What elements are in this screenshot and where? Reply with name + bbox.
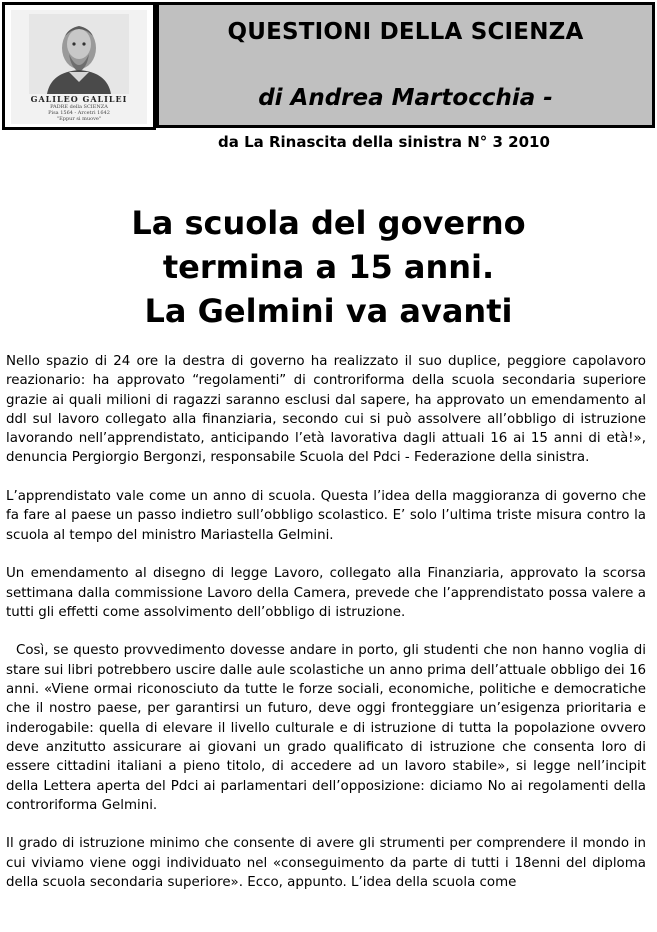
article-body: [6, 352, 646, 912]
galileo-portrait: [11, 10, 147, 124]
portrait-caption: [11, 94, 147, 122]
headline-line: La scuola del governo: [131, 204, 526, 242]
column-author: di Andrea Martocchia -: [258, 85, 553, 111]
article-paragraph: Il grado di istruzione minimo che consente di avere gli strumenti per comprendere il mondo in cui viviamo viene oggi individuato nel «conseguimento da parte di tutti i 18enni del diploma della scuola secondaria superiore». Ecco, appunto. L’idea della scuola come: [6, 836, 646, 891]
article-paragraph: L’apprendistato vale come un anno di scuola. Questa l’idea della maggioranza di governo che fa fare al paese un passo indietro sull’obbligo scolastico. E’ solo l’ultima triste misura contro la scuola al tempo del ministro Mariastella Gelmini.: [6, 489, 646, 543]
headline-line: termina a 15 anni.: [162, 248, 495, 286]
header-title-box: [156, 2, 655, 128]
portrait-caption-line: "Eppur si muove": [56, 116, 102, 122]
galileo-portrait-frame: [2, 2, 156, 130]
article-paragraph: Così, se questo provvedimento dovesse andare in porto, gli studenti che non hanno voglia di stare sui libri potrebbero uscire dalle aule scolastiche un anno prima dell’attuale obbligo dei 16 anni. «Viene ormai riconosciuto da tutte le forze sociali, economiche, politiche e democratiche che il nostro paese, per garantirsi un futuro, deve oggi fronteggiare un’esigenza prioritaria e inderogabile: quella di elevare il livello culturale e di istruzione di tutta la popolazione ovvero deve anzitutto assicurare ai giovani un grado qualificato di istruzione che consenta loro di essere cittadini italiani a pieno titolo, di accedere ad un lavoro stabile», si legge nell’incipit della Lettera aperta del Pdci ai parlamentari dell’opposizione: diciamo No ai regolamenti della controriforma Gelmini.: [6, 643, 646, 813]
galileo-portrait-image: [29, 14, 129, 94]
source-line: da La Rinascita della sinistra N° 3 2010: [218, 133, 550, 151]
portrait-name: GALILEO GALILEI: [30, 94, 128, 104]
article-paragraph: Nello spazio di 24 ore la destra di governo ha realizzato il suo duplice, peggiore capolavoro reazionario: ha approvato “regolamenti” di controriforma della scuola secondaria superiore grazie ai quali milioni di ragazzi saranno esclusi dal sapere, ha approvato un emendamento al ddl sul lavoro collegato alla finanziaria, secondo cui si può assolvere all’obbligo di istruzione lavorando nell’apprendistato, anticipando l’età lavorativa dagli attuali 16 ai 15 anni di età!», denuncia Pergiorgio Bergonzi, responsabile Scuola del Pdci - Federazione della sinistra.: [6, 354, 646, 466]
article-paragraph: Un emendamento al disegno di legge Lavoro, collegato alla Finanziaria, approvato la scorsa settimana dalla commissione Lavoro della Camera, prevede che l’apprendistato possa valere a tutti gli effetti come assolvimento dell’obbligo di istruzione.: [6, 566, 646, 620]
headline-line: La Gelmini va avanti: [144, 292, 513, 330]
portrait-caption-line: Pisa 1564 - Arcetri 1642: [48, 110, 110, 116]
column-title: QUESTIONI DELLA SCIENZA: [227, 19, 584, 45]
article-headline: [0, 201, 657, 333]
portrait-caption-line: PADRE della SCIENZA: [50, 104, 108, 110]
